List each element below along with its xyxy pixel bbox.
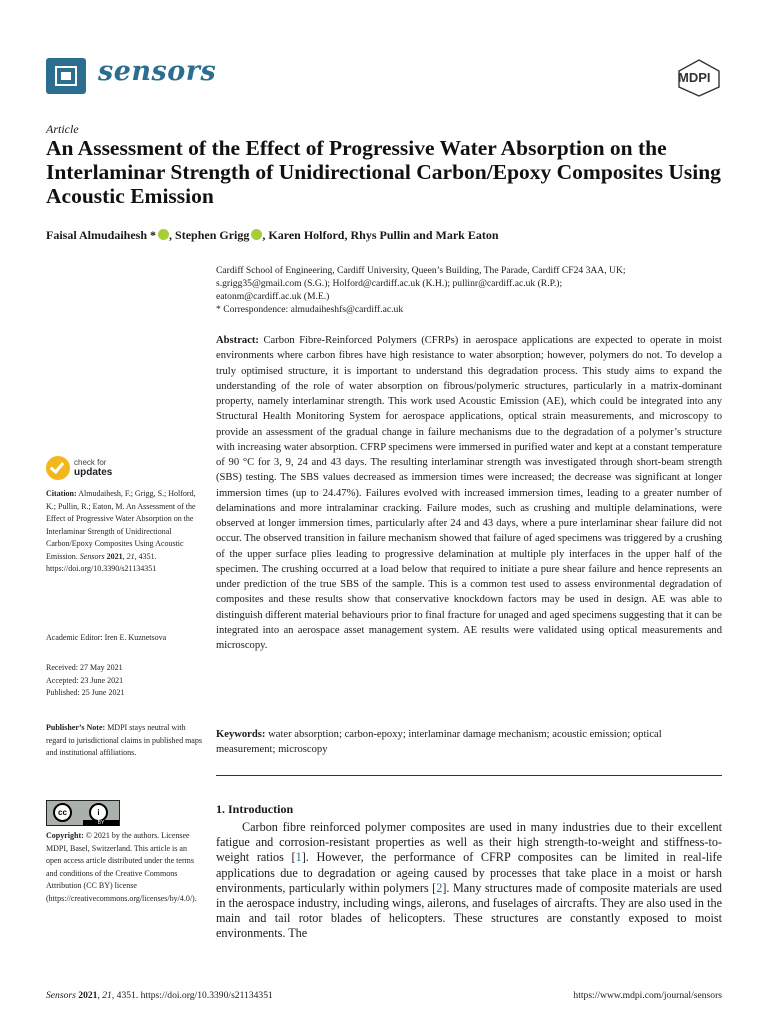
footer-doi[interactable]: , 4351. https://doi.org/10.3390/s21134351 — [111, 990, 273, 1001]
affiliation — [216, 264, 726, 316]
author-2[interactable]: , Stephen Grigg — [169, 228, 250, 242]
abstract — [216, 333, 722, 653]
received-date: Received: 27 May 2021 — [46, 663, 123, 672]
intro-paragraph — [216, 820, 722, 942]
journal-header — [46, 56, 722, 100]
citation-volume: 21 — [126, 551, 135, 561]
orcid-icon[interactable] — [158, 229, 169, 240]
attribution-icon: i — [89, 803, 108, 822]
reference-link[interactable]: 1 — [295, 850, 302, 865]
cc-by-license-badge[interactable] — [46, 800, 120, 826]
intro-text: Carbon fibre reinforced polymer composites are used in many industries due to their excellent fatigue and corrosion-resistant properties as well as their high strength-to-weight and stiffness-to-weight ratios [ — [216, 820, 722, 865]
footer-volume: 21 — [102, 990, 112, 1001]
cc-icon: cc — [53, 803, 72, 822]
publisher-note-label: Publisher’s Note: — [46, 723, 106, 732]
citation-block: Citation: Almudaihesh, F.; Grigg, S.; Holford, K.; Pullin, R.; Eaton, M. An Assessment of the Effect of Progressive Water Absorption on the Interlaminar Strength of Unidirectional Carbon/Epoxy Composites Using Acoustic Emission. Sensors 2021, 21, 4351. https://doi.org/10.3390/s21134351 — [46, 489, 196, 573]
citation-year: 2021 — [106, 551, 123, 561]
copyright-text: © 2021 by the authors. Licensee MDPI, Basel, Switzerland. This article is an open access article distributed under the terms and conditions of the Creative Commons Attribution (CC BY) license (https://creativecommons.org/licenses/by/4.0/). — [46, 831, 197, 903]
footer-journal-url[interactable]: https://www.mdpi.com/journal/sensors — [573, 990, 722, 1001]
publisher-note-text: MDPI stays neutral with regard to jurisdictional claims in published maps and institutional affiliations. — [46, 723, 202, 757]
author-1[interactable]: Faisal Almudaihesh * — [46, 228, 157, 242]
accepted-date: Accepted: 23 June 2021 — [46, 675, 124, 685]
correspondence[interactable]: * Correspondence: almudaiheshfs@cardiff.ac.uk — [216, 304, 404, 315]
affiliation-emails[interactable]: s.grigg35@gmail.com (S.G.); Holford@cardiff.ac.uk (K.H.); pullinr@cardiff.ac.uk (R.P.); — [216, 278, 563, 289]
section-heading: 1. Introduction — [216, 802, 294, 816]
footer-year: 2021 — [78, 990, 98, 1001]
intro-text: ]. Many structures made of composite materials are used in the aerospace industry, including wings, ailerons, and fuselages of aircrafts. They are also used in the main and tail rotor blades of helicopters. These structures are constantly exposed to moist environments. The — [216, 880, 722, 941]
abstract-label: Abstract: — [216, 335, 259, 346]
keywords-text: water absorption; carbon-epoxy; interlaminar damage mechanism; acoustic emission; optical measurement; microscopy — [216, 729, 662, 755]
reference-link[interactable]: 2 — [436, 880, 443, 895]
divider — [216, 775, 722, 776]
publisher-note — [46, 722, 202, 760]
copyright-block — [46, 830, 202, 905]
abstract-text: Carbon Fibre-Reinforced Polymers (CFRPs) in aerospace applications are expected to operate in moist environments where carbon fibres have high resistance to water absorption; however, polymers do not. To develop a truly optimised structure, it is important to understand this degradation process. This study aims to expand the understanding of the role of water absorption on fibrous/polymeric structures, particularly in a matrix-dominant property, namely interlaminar strength. This work used Acoustic Emission (AE), which could be integrated into any Structural Health Monitoring System for aerospace applications, optical strain measurements, and microscopy to provide an assessment of the gradual change in failure mechanisms due to the degradation of a polymer’s structure with increasing water absorption. CFRP specimens were immersed in purified water and kept at a constant temperature of 90 °C for 3, 9, 24 and 43 days. The resulting interlaminar strength was investigated through short-beam strength (SBS) testing. The SBS values decreased as immersion times were increased; the decrease was significant at longer immersion times (up to 24.47%). Failures evolved with increased immersion times, leading to a greater number of delaminations and more intralaminar cracking. Failure modes, such as crushing and multiple delaminations, were observed at longer immersion times, particularly after 24 and 43 days, where a pure interlaminar shear failure did not occur. The observed transition in failure mechanism showed that failure of aged specimens was triggered by a crushing of the upper surface plies leading to progressive delamination at multiple ply interfaces in the upper half of the specimen. The crushing occurred at a load below that required to initiate a pure shear failure and hence represents an under prediction of the true SBS of the sample. This is a common test used to assess environmental degradation of composites and these results show that conservative knockdown factors may be used in design. AE was able to distinguish different material behaviours prior to final fracture for unaged and aged specimens suggesting that it can be integrated into an aerospace asset management system. AE results were validated using optical measurements and microscopy. — [216, 335, 722, 651]
paper-title: An Assessment of the Effect of Progressive Water Absorption on the Interlaminar Strength of Unidirectional Carbon/Epoxy Composites Using Acoustic Emission — [46, 136, 721, 208]
sensors-logo-icon — [46, 58, 86, 94]
check-label-bottom: updates — [74, 467, 113, 478]
mdpi-logo — [676, 58, 722, 98]
by-label: BY — [83, 820, 119, 826]
copyright-label: Copyright: — [46, 831, 84, 840]
citation-label: Citation: — [46, 489, 77, 498]
dates-block — [46, 662, 202, 700]
check-for-updates-button[interactable] — [46, 456, 156, 482]
affiliation-emails[interactable]: eatonm@cardiff.ac.uk (M.E.) — [216, 291, 330, 302]
author-list — [46, 228, 736, 243]
keywords-label: Keywords: — [216, 729, 266, 740]
footer-citation: Sensors 2021, 21, 4351. https://doi.org/10.3390/s21134351 — [46, 990, 273, 1001]
article-type: Article — [46, 122, 79, 136]
journal-name: sensors — [98, 56, 217, 87]
citation-journal: Sensors — [79, 551, 105, 561]
footer-journal: Sensors — [46, 990, 76, 1001]
check-label-top: check for — [74, 458, 107, 467]
introduction-body — [216, 820, 722, 942]
affiliation-line: Cardiff School of Engineering, Cardiff University, Queen’s Building, The Parade, Cardiff CF24 3AA, UK; — [216, 265, 626, 276]
orcid-icon[interactable] — [251, 229, 262, 240]
academic-editor: Academic Editor: Iren E. Kuznetsova — [46, 633, 167, 642]
publisher-name: MDPI — [678, 70, 711, 85]
citation-text: Almudaihesh, F.; Grigg, S.; Holford, K.; Pullin, R.; Eaton, M. An Assessment of the Effect of Progressive Water Absorption on the Interlaminar Strength of Unidirectional Carbon/Epoxy Composites Using Acoustic Emission. — [46, 489, 196, 561]
citation-doi[interactable]: , 4351. https://doi.org/10.3390/s21134351 — [46, 551, 157, 573]
check-icon — [46, 456, 70, 480]
published-date: Published: 25 June 2021 — [46, 688, 125, 697]
authors-rest[interactable]: , Karen Holford, Rhys Pullin and Mark Eaton — [262, 228, 499, 242]
keywords — [216, 727, 722, 757]
intro-text: ]. However, the performance of CFRP composites can be limited in real-life applications due to degradation or ageing caused by processes that take place in a moist or harsh environments, particularly within polymers [ — [216, 850, 722, 895]
